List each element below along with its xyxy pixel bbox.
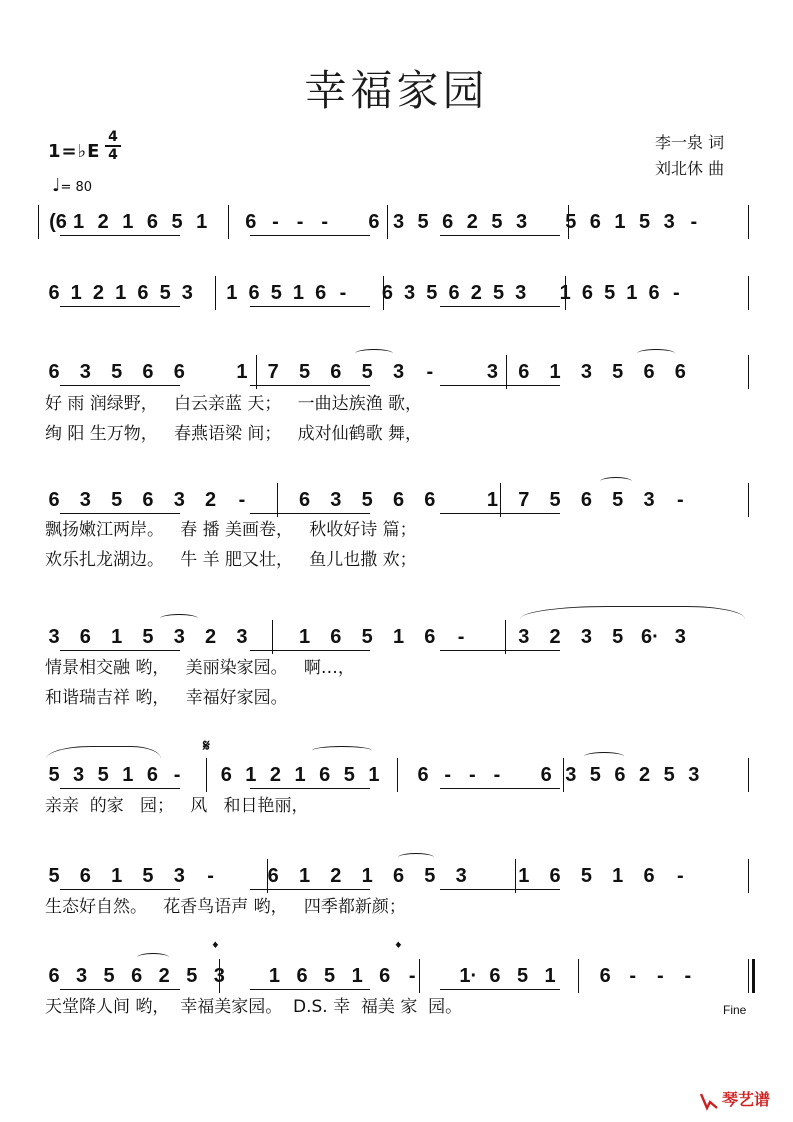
lyricist: 李一泉 词 [655,133,725,152]
note: 6 [379,965,391,987]
note: 6 [267,865,279,887]
barline [206,758,207,792]
note: 5 [361,626,373,648]
note: 5 [324,965,336,987]
note: 6 [330,361,342,383]
note: 1 [614,211,626,233]
note: 6 [368,211,380,233]
note: 6 [146,211,158,233]
note: 6 [589,211,601,233]
lyric-line: 好 雨 润绿野， 白云亲蓝 天； 一曲达族渔 歌， [45,394,423,414]
note: 6 [424,626,436,648]
note: 3 [580,361,592,383]
barline [748,355,749,389]
note: 3 [75,965,88,987]
note: 1 [368,764,380,786]
beam-underline [440,989,560,990]
coda-icon: 𝄌 [396,940,401,956]
beam-underline [250,989,370,990]
note: 5 [589,764,601,786]
note: 5 [361,361,373,383]
note: 5 [361,489,373,511]
note: 5 [426,282,438,304]
note: 6 [298,489,311,511]
note: 6 [648,282,660,304]
lyric-line: 欢乐扎龙湖边。 牛 羊 肥又壮， 鱼儿也撒 欢； [45,550,417,570]
barline [748,205,749,239]
note: 6 [248,282,260,304]
note: 1 [122,764,134,786]
beam-underline [60,513,180,514]
note: 5 [516,965,529,987]
tie [355,349,393,358]
note: 3 [518,626,530,648]
note: 7 [267,361,279,383]
note: 3 [404,282,416,304]
barline [563,758,564,792]
note: 5 [186,965,198,987]
note: 5 [142,865,154,887]
note: 5 [48,764,60,786]
fine-marking: Fine [723,1003,747,1017]
note: 6 [614,764,626,786]
note: 6 [173,361,185,383]
note: 2 [549,626,561,648]
barline [215,276,216,310]
tie [637,349,675,358]
barline [272,620,273,654]
tie [600,477,632,486]
barline [219,959,220,993]
note: 5 [142,626,154,648]
note: 6 [330,626,342,648]
tie [312,746,372,755]
lyric-line: 情景相交融 哟， 美丽染家园。 啊…， [45,658,355,678]
note: 1 [298,865,311,887]
note: 3 [236,626,248,648]
beam-underline [440,513,560,514]
note: 5 [612,361,624,383]
note: 5 [298,361,311,383]
note: 1 [268,965,281,987]
beam-underline [60,235,180,236]
note: 6 [131,965,143,987]
note: 6 [417,764,429,786]
note: 3 [515,282,527,304]
note: 6 [581,282,593,304]
beam-underline [60,385,180,386]
note: 3 [688,764,700,786]
barline [256,355,257,389]
note: 6 [643,865,655,887]
composer: 刘北休 曲 [655,159,725,178]
note: 5 [612,626,624,648]
note: 1 [361,865,373,887]
note: 2 [639,764,651,786]
note: 6 [392,865,405,887]
note: (6 [49,211,67,233]
note: 5 [604,282,616,304]
beam-underline [440,788,560,789]
barline [748,959,749,993]
note: 1 [549,361,561,383]
note: - [677,489,684,511]
note: 5 [171,211,183,233]
tempo-marking [52,175,92,196]
note: 6 [442,211,454,233]
beam-underline [250,513,370,514]
barline [38,205,39,239]
note: 3 [79,489,91,511]
lyric-line: 生态好自然。 花香鸟语声 哟， 四季都新颜； [45,897,406,917]
note: 5 [159,282,171,304]
note: 1 [518,865,530,887]
note: 1 [559,282,571,304]
beam-underline [60,889,180,890]
note: 1 [486,489,499,511]
note: 6 [549,865,561,887]
note: - [272,211,279,233]
note: 6· [641,626,659,648]
barline [505,620,506,654]
note: 5 [549,489,561,511]
note: - [690,211,698,233]
note: 5 [343,764,355,786]
barline [748,758,749,792]
note: 2 [466,211,478,233]
note: 6 [599,965,611,987]
tie [137,953,169,962]
note: 3 [565,764,577,786]
note: 3 [392,361,405,383]
quarter-note-icon: ♩ [52,175,61,196]
barline [748,859,749,893]
note: 3 [213,965,225,987]
note: 5 [491,211,503,233]
barline [568,205,569,239]
note: 6 [220,764,232,786]
note: 2 [470,282,482,304]
note: - [629,965,637,987]
note: 1 [626,282,638,304]
note: 1· [459,965,478,987]
note: 2 [97,211,109,233]
tempo-value: = 80 [60,180,93,195]
time-top: 4 [108,129,118,145]
note: 1 [292,282,305,304]
note: 2 [330,865,342,887]
note: 5 [48,865,60,887]
beam-underline [440,650,560,651]
note: - [677,865,684,887]
note: 2 [269,764,282,786]
note: 6 [146,764,158,786]
note: - [408,965,416,987]
note: 3 [173,626,185,648]
beam-underline [440,306,560,307]
note: - [444,764,452,786]
note: 3 [515,211,528,233]
note: 6 [296,965,308,987]
note: 6 [48,361,60,383]
note: 5 [97,764,109,786]
note: 3 [663,211,675,233]
note: - [457,626,465,648]
barline [565,276,566,310]
note: - [296,211,304,233]
note: 3 [73,764,85,786]
note: 1 [351,965,363,987]
note: 1 [122,211,134,233]
lyric-line: 和谐瑞吉祥 哟， 幸福好家园。 [45,688,288,708]
beam-underline [250,385,370,386]
note: 1 [196,211,208,233]
note: 3 [181,282,193,304]
beam-underline [250,235,370,236]
barline [500,483,501,517]
note: 5 [417,211,429,233]
note: 3 [48,626,60,648]
note: 1 [70,282,82,304]
tie [584,752,624,761]
barline [748,483,749,517]
beam-underline [250,889,370,890]
barline [267,859,268,893]
segno-icon: 𝄋 [203,736,210,755]
song-title: 幸福家园 [304,66,489,115]
note: 3 [643,489,655,511]
barline [387,205,388,239]
barline [578,959,579,993]
note: 1 [245,764,257,786]
note: - [339,282,347,304]
note: 3 [173,865,185,887]
lyric-line: 天堂降人间 哟， 幸福美家园。 D.S. 幸 福美 家 园。 [45,997,463,1017]
note: 6 [448,282,460,304]
watermark-text: 琴艺谱 [722,1090,771,1109]
note: 3 [580,626,592,648]
key-signature: 1=♭E [48,141,101,162]
beam-underline [440,385,560,386]
note: - [321,211,328,233]
lyric-line: 绚 阳 生万物， 春燕语梁 间； 成对仙鹤歌 舞， [45,424,423,444]
note: - [238,489,246,511]
note: 1 [544,965,556,987]
note: 5 [639,211,651,233]
note: 5 [424,865,436,887]
note: 5 [270,282,282,304]
note: 1 [294,764,306,786]
note: - [493,764,501,786]
note: 6 [79,865,91,887]
note: 6 [48,489,60,511]
final-barline [752,959,755,993]
note: 3 [392,211,405,233]
note: 5 [565,211,577,233]
note: 6 [142,489,154,511]
note: 6 [540,764,552,786]
note: 6 [489,965,501,987]
barline [515,859,516,893]
barline [397,758,398,792]
note: 2 [205,489,217,511]
note: - [468,764,476,786]
note: 6 [674,361,686,383]
beam-underline [60,788,180,789]
barline [506,355,507,389]
note: 5 [111,489,123,511]
note: 6 [315,282,327,304]
note: 1 [392,626,405,648]
note: 1 [236,361,248,383]
time-signature [105,130,121,162]
note: 6 [137,282,149,304]
note: 1 [298,626,311,648]
note: 6 [48,282,60,304]
note: 5 [111,361,123,383]
logo-icon [698,1090,720,1112]
note: 1 [115,282,127,304]
note: 2 [92,282,104,304]
barline [228,205,229,239]
beam-underline [250,306,370,307]
beam-underline [60,306,180,307]
beam-underline [250,650,370,651]
note: 3 [455,865,467,887]
note: 5 [492,282,505,304]
note: 6 [319,764,331,786]
note: 5 [612,489,624,511]
barline [419,959,420,993]
note: 2 [205,626,217,648]
note: 3 [79,361,91,383]
note: 6 [79,626,91,648]
barline [383,276,384,310]
beam-underline [440,889,560,890]
note: 3 [173,489,185,511]
note: - [672,282,680,304]
beam-underline [60,989,180,990]
lyric-line: 亲亲 的家 园； 风 和日艳丽， [45,796,309,816]
barline [748,276,749,310]
note: 5 [663,764,675,786]
note: - [173,764,181,786]
beam-underline [250,788,370,789]
beam-underline [440,235,560,236]
note: 1 [226,282,238,304]
note: 6 [245,211,257,233]
phrase-slur [46,746,161,759]
note: - [207,865,214,887]
note: 6 [518,361,530,383]
note: 3 [486,361,499,383]
note: 5 [580,865,592,887]
phrase-slur [520,606,745,619]
note: - [684,965,692,987]
barline [277,483,278,517]
note: 2 [158,965,170,987]
note: 6 [142,361,154,383]
note: - [426,361,434,383]
note: 3 [330,489,342,511]
time-bottom: 4 [108,147,118,163]
note: 6 [381,282,393,304]
credits [655,130,724,182]
note: 1 [73,211,85,233]
note: 6 [580,489,592,511]
note: 1 [612,865,624,887]
note: - [656,965,664,987]
tie [160,614,198,623]
note: 3 [674,626,686,648]
note: 6 [643,361,655,383]
note: 6 [424,489,436,511]
coda-icon: 𝄌 [213,940,218,956]
tie [398,853,434,862]
note: 5 [103,965,115,987]
note: 1 [111,865,123,887]
note: 6 [392,489,405,511]
note: 6 [48,965,60,987]
note: 1 [111,626,123,648]
watermark [698,1087,770,1112]
lyric-line: 飘扬嫩江两岸。 春 播 美画卷， 秋收好诗 篇； [45,520,417,540]
beam-underline [60,650,180,651]
note: 7 [518,489,530,511]
